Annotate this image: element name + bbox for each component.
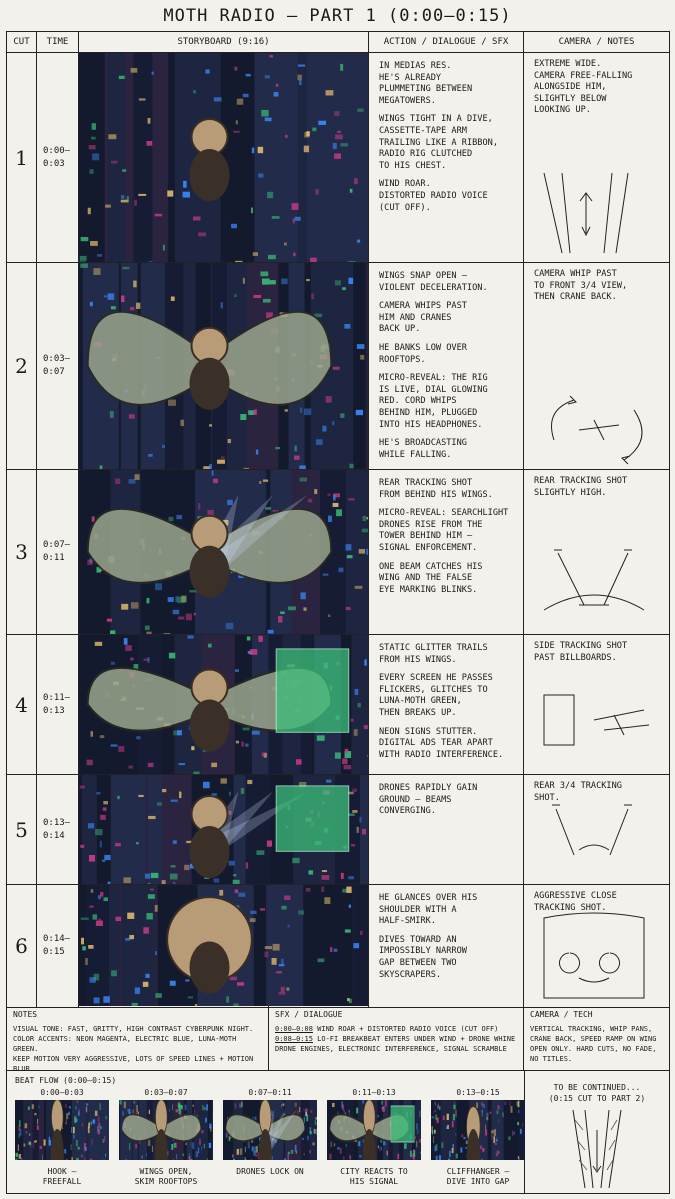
cut-number: 4 (7, 635, 37, 774)
action-paragraph: NEON SIGNS STUTTER. DIGITAL ADS TEAR APART WITH RADIO INTERFERENCE. (379, 726, 504, 760)
beat-item (431, 1088, 525, 1187)
action-paragraph: MICRO-REVEAL: THE RIG IS LIVE, DIAL GLOWING RED. CORD WHIPS BEHIND HIM, PLUGGED INTO HIS HEADPHONES. (379, 373, 488, 430)
camera-cell (524, 470, 669, 634)
header-time: TIME (37, 32, 79, 52)
beat-thumbnail (327, 1100, 421, 1160)
camera-notes: REAR TRACKING SHOT SLIGHTLY HIGH. (534, 476, 628, 498)
beat-thumbnail (223, 1100, 317, 1160)
notes-section (6, 1006, 670, 1071)
cut-time: 0:00– 0:03 (37, 53, 79, 262)
storyboard-frame-4 (79, 635, 369, 774)
cut-time: 0:14– 0:15 (37, 885, 79, 1007)
notes-line: COLOR ACCENTS: NEON MAGENTA, ELECTRIC BLUE, LUNA-MOTH GREEN. (13, 1035, 237, 1053)
action-paragraph: MICRO-REVEAL: SEARCHLIGHT DRONES RISE FROM THE TOWER BEHIND HIM – SIGNAL ENFORCEMENT. (379, 508, 509, 553)
beat-item (119, 1088, 213, 1187)
camera-cell (524, 885, 669, 1007)
storyboard-frame-6 (79, 885, 369, 1006)
beat-label: WINGS OPEN, SKIM ROOFTOPS (134, 1167, 198, 1186)
beat-thumbnail (15, 1100, 109, 1160)
notes-line: KEEP MOTION VERY AGGRESSIVE, LOTS OF SPEED LINES + MOTION BLUR. (13, 1055, 254, 1073)
table-header (7, 32, 669, 53)
cut-time: 0:13– 0:14 (37, 775, 79, 884)
header-camera: CAMERA / NOTES (558, 37, 635, 47)
notes-line: VISUAL TONE: FAST, GRITTY, HIGH CONTRAST CYBERPUNK NIGHT. (13, 1025, 254, 1033)
camera-sketch-5 (524, 785, 669, 880)
sfx-text: DRONE ENGINES, ELECTRONIC INTERFERENCE, SIGNAL SCRAMBLE (275, 1045, 507, 1053)
cut-time: 0:03– 0:07 (37, 263, 79, 469)
table-row (7, 53, 669, 263)
action-paragraph: ONE BEAM CATCHES HIS WING AND THE FALSE EYE MARKING BLINKS. (379, 561, 483, 595)
camera-cell (524, 263, 669, 469)
sfx-time: 0:00–0:08 (275, 1025, 313, 1033)
camera-notes: SIDE TRACKING SHOT PAST BILLBOARDS. (534, 641, 628, 663)
action-cell (369, 53, 524, 262)
beat-thumbnail (119, 1100, 213, 1160)
beat-flow-strip (7, 1070, 525, 1193)
beat-time: 0:03–0:07 (144, 1088, 188, 1097)
storyboard-frame-1 (79, 53, 369, 262)
storyboard-cell (79, 470, 369, 634)
page-title: MOTH RADIO — PART 1 (0:00–0:15) (163, 6, 512, 26)
beat-thumbnail (431, 1100, 525, 1160)
camera-sketch-6 (524, 908, 669, 1003)
beat-time: 0:13–0:15 (456, 1088, 500, 1097)
notes-heading: NOTES (13, 1010, 38, 1019)
action-cell (369, 263, 524, 469)
to-be-continued-text: TO BE CONTINUED... (0:15 CUT TO PART 2) (548, 1083, 646, 1103)
cut-number: 5 (7, 775, 37, 884)
action-cell (369, 635, 524, 774)
camera-cell (524, 775, 669, 884)
storyboard-cell (79, 635, 369, 774)
beat-item (223, 1088, 317, 1177)
action-paragraph: EVERY SCREEN HE PASSES FLICKERS, GLITCHES TO LUNA-MOTH GREEN, THEN BREAKS UP. (379, 673, 493, 718)
action-paragraph: REAR TRACKING SHOT FROM BEHIND HIS WINGS. (379, 478, 493, 500)
to-be-continued-box (525, 1070, 669, 1193)
action-paragraph: WINGS TIGHT IN A DIVE, CASSETTE-TAPE ARM TRAILING LIKE A RIBBON, RADIO RIG CLUTCHED TO HIS CHEST. (379, 114, 498, 171)
storyboard-cell (79, 263, 369, 469)
action-cell (369, 470, 524, 634)
action-paragraph: WINGS SNAP OPEN – VIOLENT DECELERATION. (379, 271, 488, 293)
camera-notes: EXTREME WIDE. CAMERA FREE-FALLING ALONGSIDE HIM, SLIGHTLY BELOW LOOKING UP. (534, 59, 633, 116)
action-paragraph: CAMERA WHIPS PAST HIM AND CRANES BACK UP. (379, 301, 467, 335)
gap-sketch (525, 1070, 669, 1193)
storyboard-frame-2 (79, 263, 369, 469)
cut-number: 2 (7, 263, 37, 469)
beat-time: 0:00–0:03 (40, 1088, 84, 1097)
action-paragraph: IN MEDIAS RES. HE'S ALREADY PLUMMETING BETWEEN MEGATOWERS. (379, 61, 473, 106)
cut-number: 1 (7, 53, 37, 262)
cut-time: 0:07– 0:11 (37, 470, 79, 634)
header-storyboard: STORYBOARD (9:16) (79, 32, 369, 52)
beat-flow-heading: BEAT FLOW (0:00–0:15) (15, 1076, 117, 1085)
cut-time: 0:11– 0:13 (37, 635, 79, 774)
camera-sketch-2 (524, 370, 669, 465)
beat-time: 0:11–0:13 (352, 1088, 396, 1097)
cut-number: 6 (7, 885, 37, 1007)
beat-label: CITY REACTS TO HIS SIGNAL (340, 1167, 408, 1186)
storyboard-cell (79, 885, 369, 1007)
notes-box (7, 1006, 269, 1073)
tech-box (524, 1006, 669, 1070)
camera-sketch-4 (524, 675, 669, 770)
camera-notes: AGGRESSIVE CLOSE TRACKING SHOT. (534, 891, 617, 913)
sfx-time: 0:08–0:15 (275, 1035, 313, 1043)
table-row (7, 885, 669, 1007)
camera-cell (524, 53, 669, 262)
storyboard-table (6, 31, 670, 1008)
sfx-heading: SFX / DIALOGUE (275, 1010, 343, 1019)
beat-label: DRONES LOCK ON (236, 1167, 304, 1176)
camera-notes: REAR 3/4 TRACKING SHOT. (534, 781, 622, 803)
header-action: ACTION / DIALOGUE / SFX (369, 32, 524, 52)
camera-sketch-1 (524, 163, 669, 258)
storyboard-frame-5 (79, 775, 369, 884)
camera-notes: CAMERA WHIP PAST TO FRONT 3/4 VIEW, THEN CRANE BACK. (534, 269, 628, 303)
beat-label: CLIFFHANGER – DIVE INTO GAP (446, 1167, 510, 1186)
storyboard-cell (79, 53, 369, 262)
action-paragraph: DIVES TOWARD AN IMPOSSIBLY NARROW GAP BETWEEN TWO SKYSCRAPERS. (379, 934, 467, 980)
action-paragraph: HE BANKS LOW OVER ROOFTOPS. (379, 342, 467, 365)
action-cell (369, 885, 524, 1007)
beat-item (15, 1088, 109, 1187)
action-paragraph: STATIC GLITTER TRAILS FROM HIS WINGS. (379, 643, 488, 665)
storyboard-cell (79, 775, 369, 884)
table-row (7, 775, 669, 885)
storyboard-frame-3 (79, 470, 369, 634)
beat-label: HOOK – FREEFALL (42, 1167, 82, 1186)
beat-flow (6, 1070, 670, 1194)
tech-heading: CAMERA / TECH (530, 1010, 593, 1019)
action-paragraph: HE GLANCES OVER HIS SHOULDER WITH A HALF-SMIRK. (379, 893, 478, 927)
sfx-text: LO-FI BREAKBEAT ENTERS UNDER WIND + DRONE WHINE (317, 1035, 516, 1043)
cut-number: 3 (7, 470, 37, 634)
action-paragraph: HE'S BROADCASTING WHILE FALLING. (379, 438, 467, 460)
camera-sketch-3 (524, 535, 669, 630)
beat-time: 0:07–0:11 (248, 1088, 292, 1097)
sfx-text: WIND ROAR + DISTORTED RADIO VOICE (CUT OFF) (317, 1025, 499, 1033)
action-paragraph: WIND ROAR. DISTORTED RADIO VOICE (CUT OFF). (379, 179, 488, 213)
table-row (7, 635, 669, 775)
action-cell (369, 775, 524, 884)
camera-cell (524, 635, 669, 774)
sfx-box (269, 1006, 524, 1070)
header-cut: CUT (7, 32, 37, 52)
table-row (7, 263, 669, 470)
action-paragraph: DRONES RAPIDLY GAIN GROUND – BEAMS CONVERGING. (379, 783, 478, 817)
tech-text: VERTICAL TRACKING, WHIP PANS, CRANE BACK, SPEED RAMP ON WING OPEN ONLY. HARD CUTS, NO FADE, NO TITLES. (530, 1025, 657, 1063)
beat-item (327, 1088, 421, 1187)
table-row (7, 470, 669, 635)
